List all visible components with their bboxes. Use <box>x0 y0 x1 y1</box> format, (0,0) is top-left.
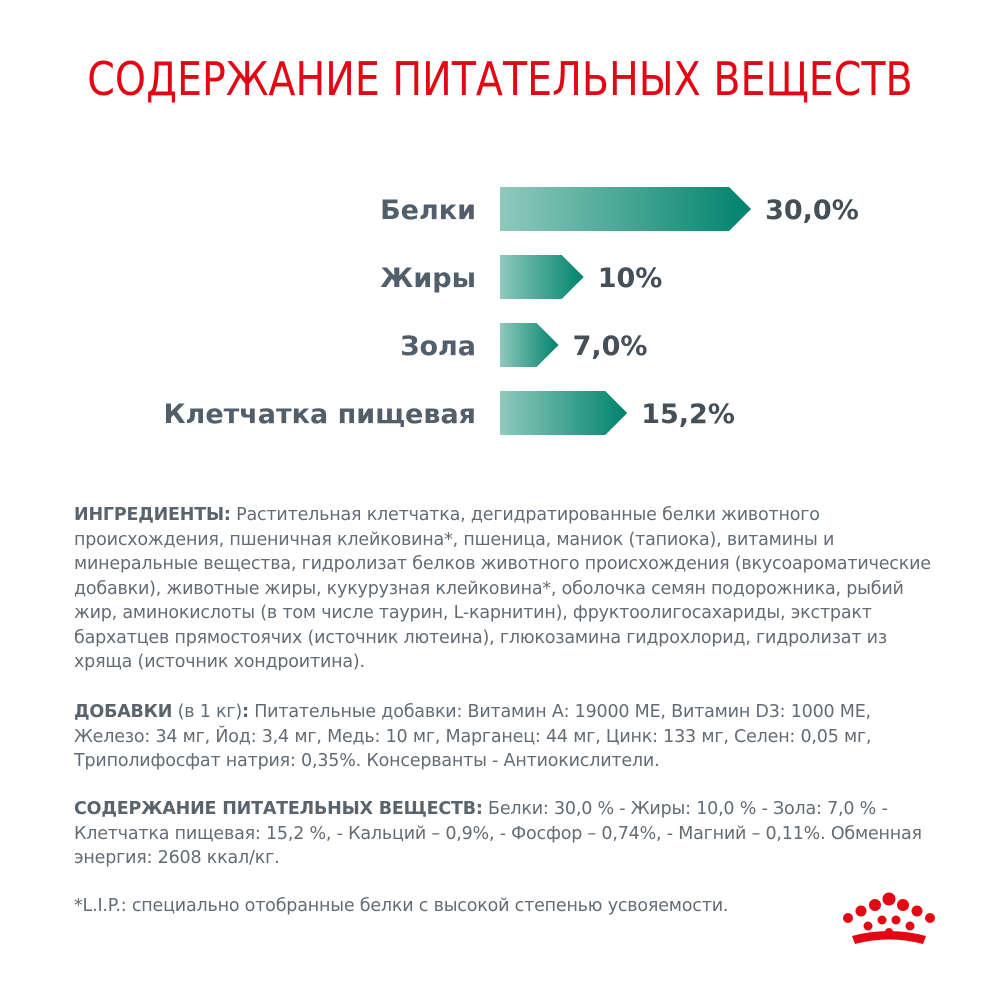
additives-paragraph <box>74 700 934 774</box>
value-label: 7,0% <box>572 331 648 362</box>
additives-colon: : <box>242 702 249 722</box>
value-label: 15,2% <box>641 399 735 430</box>
bar-2 <box>500 323 559 367</box>
ingredients-paragraph <box>74 503 934 675</box>
bar-0 <box>500 187 751 231</box>
nutrients-paragraph <box>74 797 934 871</box>
page-title: СОДЕРЖАНИЕ ПИТАТЕЛЬНЫХ ВЕЩЕСТВ <box>87 52 913 106</box>
value-label: 30,0% <box>765 195 859 226</box>
additives-text: Питательные добавки: Витамин А: 19000 МЕ, Витамин D3: 1000 МЕ, Железо: 34 мг, Йод: 3,4 мг, Медь: 10 мг, Марганец: 44 мг, Цинк: 133 мг, Селен: 0,05 мг, Триполифосфат натрия: 0,35%. Консерванты - Антиокислители. <box>74 702 872 771</box>
nutrients-text: Белки: 30,0 % - Жиры: 10,0 % - Зола: 7,0 % - Клетчатка пищевая: 15,2 %, - Кальций – 0,9%, - Фосфор – 0,74%, - Магний – 0,11%. Обменная энергия: 2608 ккал/кг. <box>74 799 922 868</box>
additives-heading: ДОБАВКИ <box>74 702 173 722</box>
crown-icon <box>834 888 944 958</box>
category-label: Клетчатка пищевая <box>163 399 476 430</box>
category-label: Жиры <box>380 263 476 294</box>
category-label: Зола <box>400 331 476 362</box>
nutrient-bar-chart <box>0 170 1000 460</box>
ingredients-heading: ИНГРЕДИЕНТЫ: <box>74 505 231 525</box>
footnote: *L.I.P.: специально отобранные белки с высокой степенью усвояемости. <box>74 896 729 916</box>
value-label: 10% <box>597 263 663 294</box>
ingredients-text: Растительная клетчатка, дегидратированные белки животного происхождения, пшеничная клейковина*, пшеница, маниок (тапиока), витамины и минеральные вещества, гидролизат белков животного происхождения (вкусоароматические добавки), животные жиры, кукурузная клейковина*, оболочка семян подорожника, рыбий жир, аминокислоты (в том числе таурин, L-карнитин), фруктоолигосахариды, экстракт бархатцев прямостоячих (источник лютеина), глюкозамина гидрохлорид, гидролизат из хряща (источник хондроитина). <box>74 505 931 672</box>
bar-3 <box>500 391 627 435</box>
bar-1 <box>500 255 584 299</box>
additives-sub: (в 1 кг) <box>177 702 243 722</box>
category-label: Белки <box>380 195 476 226</box>
nutrients-heading: СОДЕРЖАНИЕ ПИТАТЕЛЬНЫХ ВЕЩЕСТВ: <box>74 799 483 819</box>
